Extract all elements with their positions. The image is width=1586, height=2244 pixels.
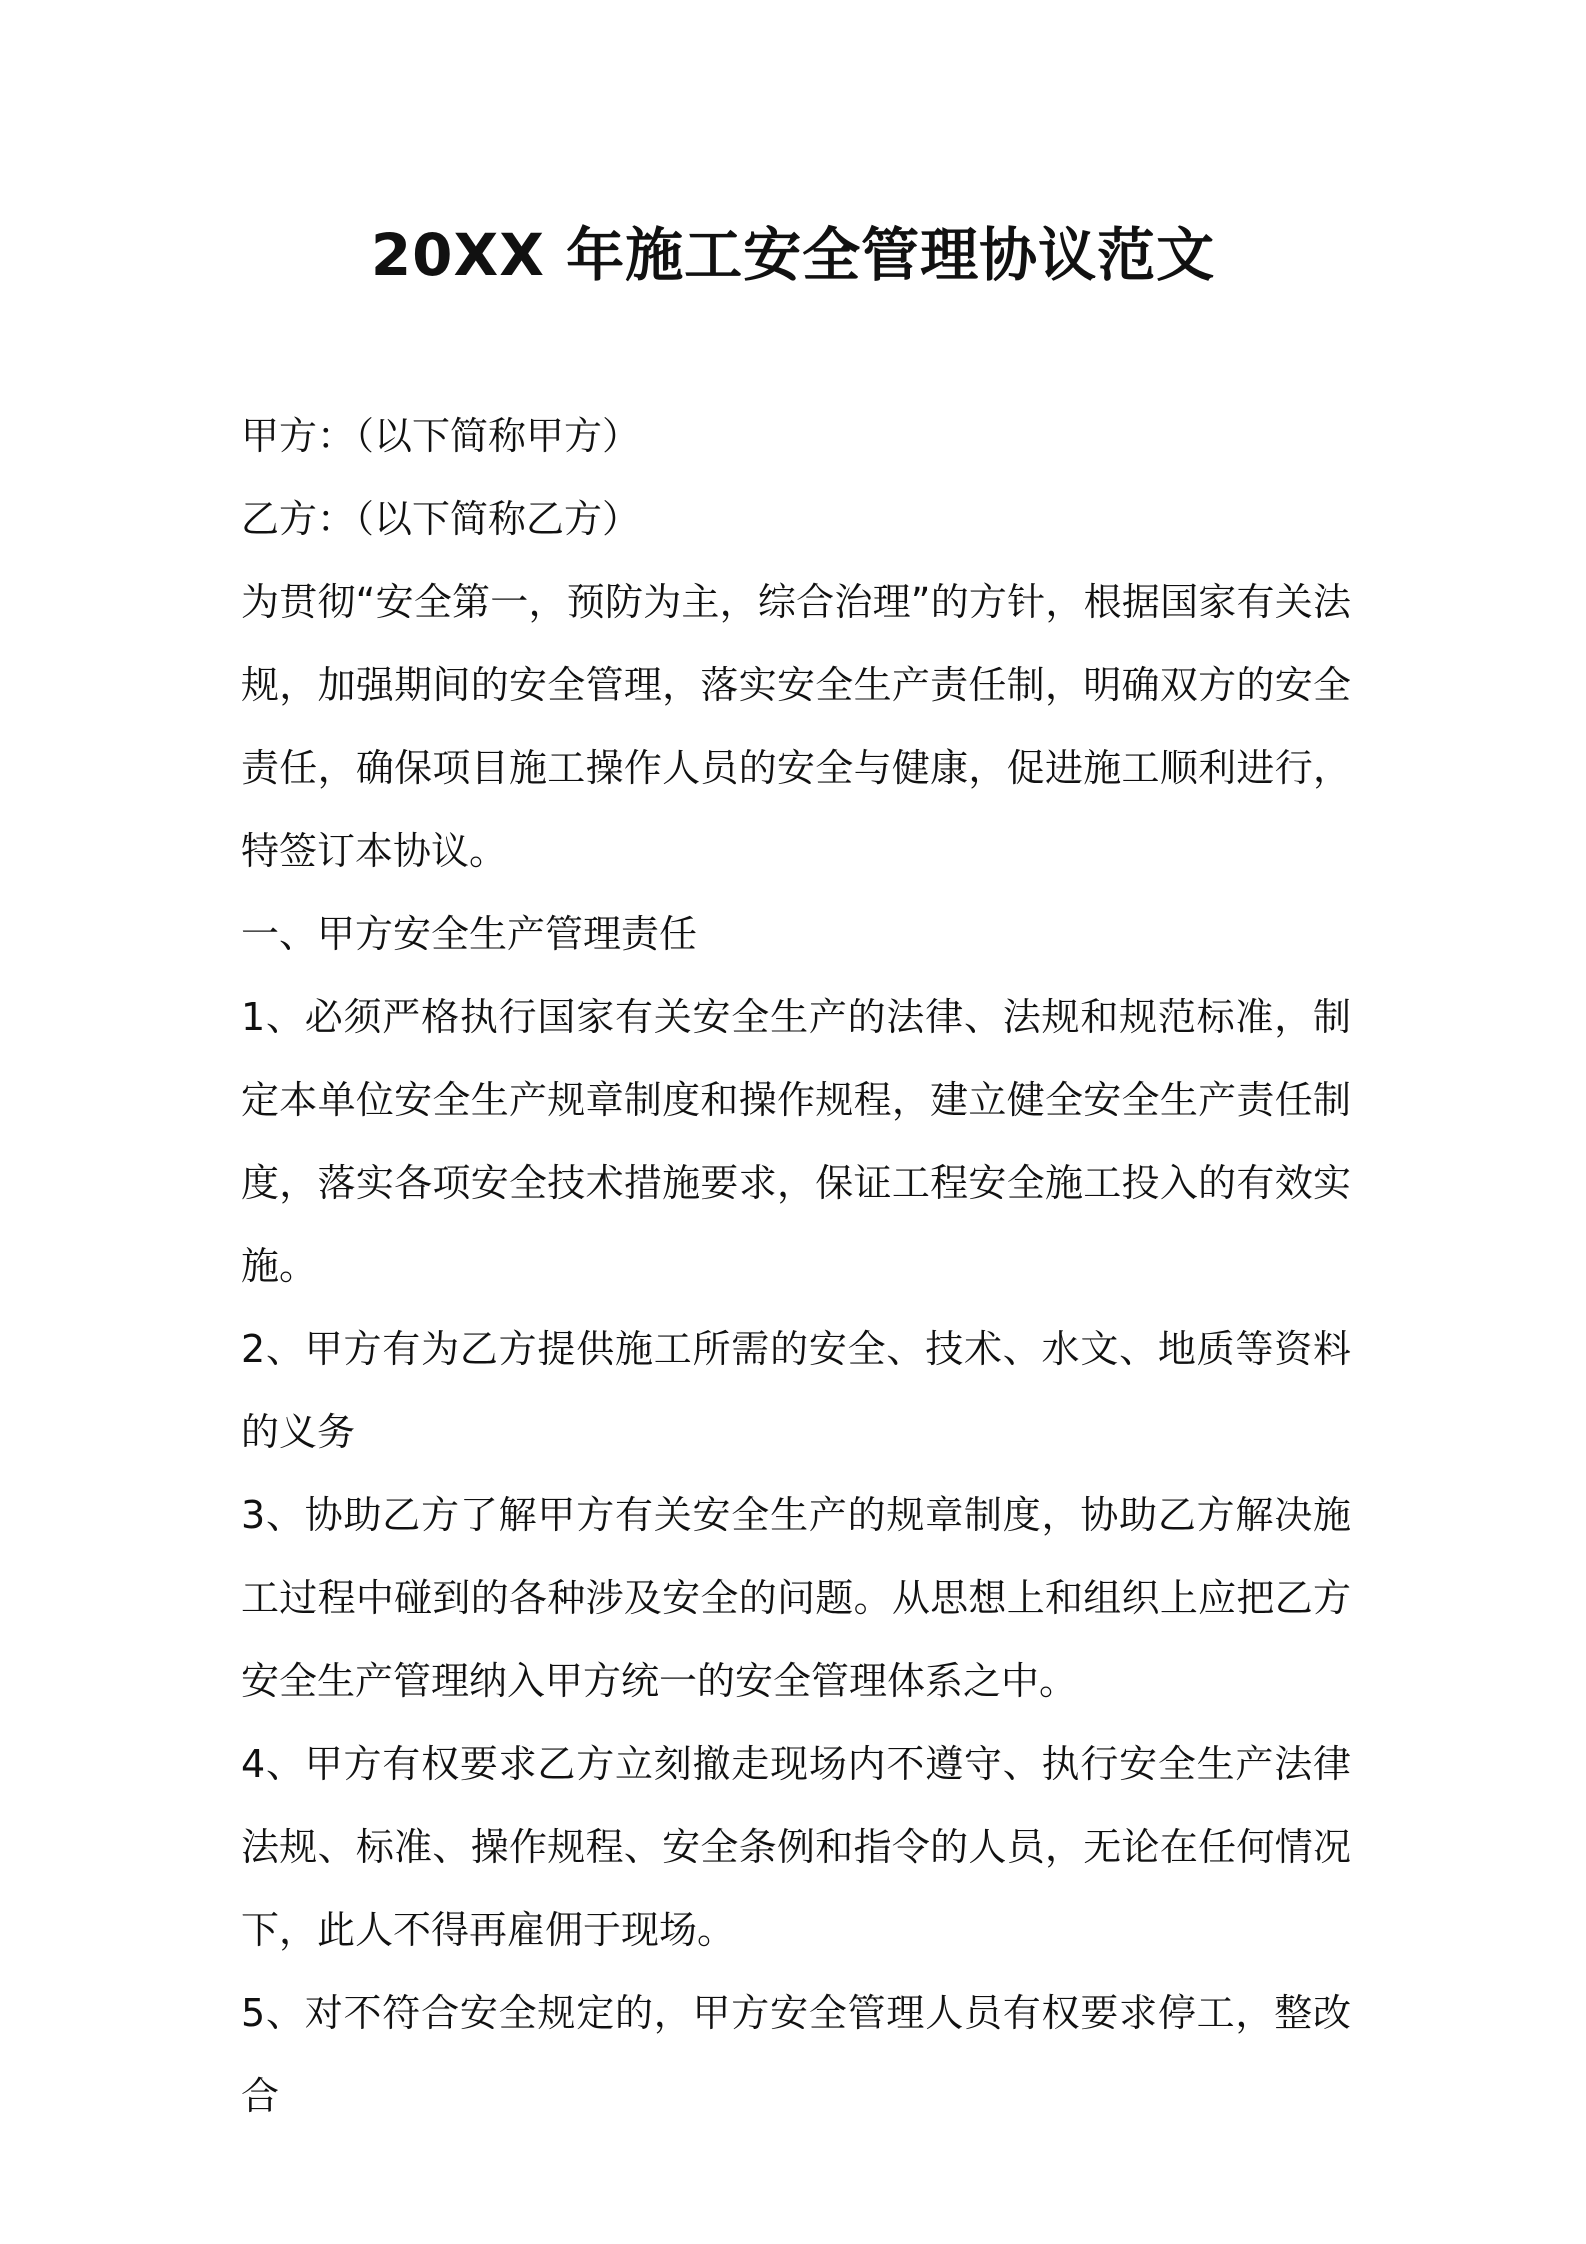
document-body [241, 395, 1351, 2138]
clause-paragraph: 3、协助乙方了解甲方有关安全生产的规章制度，协助乙方解决施工过程中碰到的各种涉及安全的问题。从思想上和组织上应把乙方安全生产管理纳入甲方统一的安全管理体系之中。 [241, 1493, 1351, 1703]
preamble-paragraph: 为贯彻“安全第一，预防为主，综合治理”的方针，根据国家有关法规，加强期间的安全管理，落实安全生产责任制，明确双方的安全责任，确保项目施工操作人员的安全与健康，促进施工顺利进行，特签订本协议。 [241, 580, 1351, 873]
party-b-line: 乙方：（以下简称乙方） [241, 497, 641, 541]
clause-paragraph: 4、甲方有权要求乙方立刻撤走现场内不遵守、执行安全生产法律法规、标准、操作规程、安全条例和指令的人员，无论在任何情况下，此人不得再雇佣于现场。 [241, 1742, 1351, 1952]
section-heading: 一、甲方安全生产管理责任 [241, 912, 698, 956]
document-title: 20XX 年施工安全管理协议范文 [370, 221, 1216, 289]
clause-paragraph: 2、甲方有为乙方提供施工所需的安全、技术、水文、地质等资料的义务 [241, 1327, 1351, 1454]
clause-paragraph: 1、必须严格执行国家有关安全生产的法律、法规和规范标准，制定本单位安全生产规章制度和操作规程，建立健全安全生产责任制度，落实各项安全技术措施要求，保证工程安全施工投入的有效实施。 [241, 995, 1351, 1288]
party-a-line: 甲方：（以下简称甲方） [241, 414, 641, 458]
clause-paragraph: 5、对不符合安全规定的，甲方安全管理人员有权要求停工，整改合 [241, 1991, 1351, 2118]
